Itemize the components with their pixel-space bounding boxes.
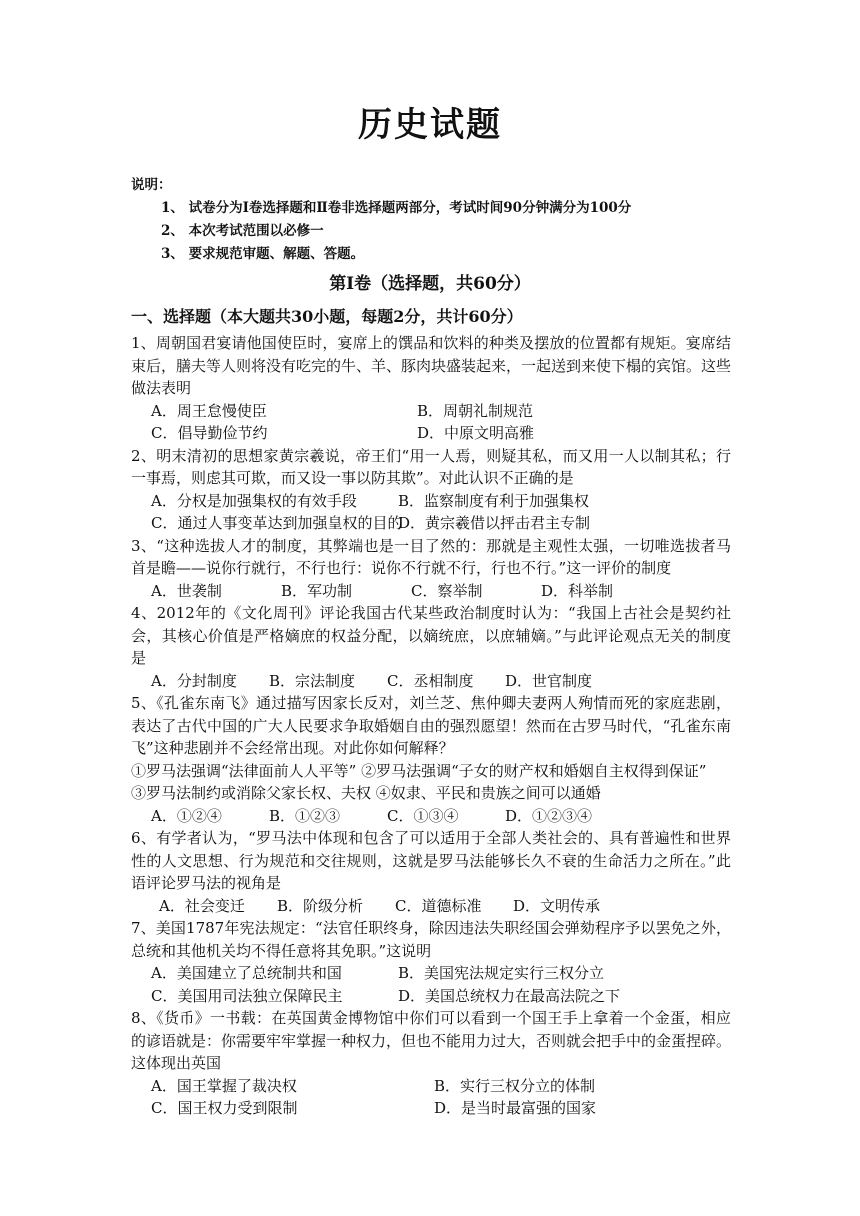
question-options [131,1075,731,1098]
instruction-item: 3、 要求规范审题、解题、答题。 [161,246,365,262]
question-stem: 1、周朝国君宴请他国使臣时，宴席上的馔品和饮料的种类及摆放的位置都有规矩。宴席结束后，膳夫等人则将没有吃完的牛、羊、豚肉块盛装起来，一起送到来使下榻的宾馆。这些做法表明 [131,334,732,397]
option-b: B．周朝礼制规范 [417,401,534,420]
question-options [131,962,731,985]
instructions-heading: 说明： [131,177,172,193]
instruction-item: 1、 试卷分为Ⅰ卷选择题和Ⅱ卷非选择题两部分，考试时间90分钟满分为100分 [161,200,632,216]
option-c: C．①③④ [387,806,459,825]
question-options [131,422,731,445]
option-d: D．①②③④ [505,806,593,825]
question-stem: 3、“这种选拔人才的制度，其弊端也是一目了然的：那就是主观性太强，一切唯选拔者马首是瞻——说你行就行，不行也行：说你不行就不行，行也不行。”这一评价的制度 [131,536,731,577]
option-a: A．美国建立了总统制共和国 [151,964,342,982]
question-options [131,512,731,535]
question-options [131,1097,731,1120]
question-list [131,332,731,1120]
question-6 [131,827,731,917]
question-options [131,805,731,828]
question-stem: 8、《货币》一书载：在英国黄金博物馆中你们可以看到一个国王手上拿着一个金蛋，相应的谚语就是：你需要牢牢掌握一种权力，但也不能用力过大，否则就会把手中的金蛋捏碎。这体现出英国 [131,1009,732,1072]
option-c: C．倡导勤俭节约 [151,424,268,442]
question-7 [131,917,731,1007]
question-options [131,895,731,918]
option-a: A．周王怠慢使臣 [151,401,267,420]
option-c: C．道德标准 [395,896,482,915]
option-b: B．美国宪法规定实行三权分立 [398,964,605,982]
option-a: A．社会变迁 [159,896,245,915]
option-d: D．中原文明高雅 [417,424,535,442]
question-stem: 7、美国1787年宪法规定：“法官任职终身，除因违法失职经国会弹劾程序予以罢免之外，总统和其他机关均不得任意将其免职。”这说明 [131,919,731,960]
option-c: C．丞相制度 [387,671,474,690]
option-d: D．文明传承 [513,896,601,915]
option-c: C．国王权力受到限制 [151,1099,298,1117]
question-options [131,490,731,513]
option-b: B．实行三权分立的体制 [434,1076,596,1095]
option-b: B．军功制 [281,581,353,600]
option-b: B．宗法制度 [269,671,356,690]
question-stem: 4、2012年的《文化周刊》评论我国古代某些政治制度时认为：“我国上古社会是契约社会，其核心价值是严格嫡庶的权益分配，以嫡统庶，以庶辅嫡。”与此评论观点无关的制度是 [131,604,731,667]
question-stem: 2、明末清初的思想家黄宗羲说，帝王们“用一人焉，则疑其私，而又用一人以制其私；行一事焉，则虑其可欺，而又设一事以防其欺”。对此认识不正确的是 [131,446,731,487]
question-options [131,580,731,603]
option-d: D．美国总统权力在最高法院之下 [398,986,621,1005]
question-2 [131,445,731,535]
question-8 [131,1007,731,1120]
question-options [131,670,731,693]
option-a: A．分封制度 [151,671,237,690]
question-4 [131,602,731,692]
option-c: C．察举制 [411,581,483,600]
option-d: D．科举制 [541,581,614,600]
part-title: 第Ⅰ卷（选择题，共60分） [329,274,531,294]
question-3 [131,535,731,603]
question-stem: 6、有学者认为，“罗马法中体现和包含了可以适用于全部人类社会的、具有普遍性和世界性的人文思想、行为规范和交往规则，这就是罗马法能够长久不衰的生命活力之所在。”此语评论罗马法的视角是 [131,829,731,892]
statement-line: ①罗马法强调“法律面前人人平等” ②罗马法强调“子女的财产权和婚姻自主权得到保证” [131,761,707,780]
page-title: 历史试题 [358,105,502,145]
question-stem: 5、《孔雀东南飞》通过描写因家长反对，刘兰芝、焦仲卿夫妻两人殉情而死的家庭悲剧，表达了古代中国的广大人民要求争取婚姻自由的强烈愿望！然而在古罗马时代，“孔雀东南飞”这种悲剧并不会经常出现。对此你如何解释？ [131,694,731,757]
question-options [131,400,731,423]
option-a: A．分权是加强集权的有效手段 [151,491,357,510]
option-b: B．监察制度有利于加强集权 [398,491,590,510]
option-c: C．美国用司法独立保障民主 [151,986,343,1005]
option-b: B．阶级分析 [277,896,364,915]
question-5 [131,692,731,827]
statement-line: ③罗马法制约或消除父家长权、夫权 ④奴隶、平民和贵族之间可以通婚 [131,784,601,802]
option-a: A．国王掌握了裁决权 [151,1076,297,1095]
option-d: D．黄宗羲借以抨击君主专制 [398,514,591,532]
option-d: D．世官制度 [505,671,593,690]
instructions [131,174,751,266]
option-b: B．①②③ [269,806,341,825]
option-d: D．是当时最富强的国家 [434,1099,597,1117]
option-a: A．①②④ [151,806,222,825]
option-c: C．通过人事变革达到加强皇权的目的 [151,514,403,532]
question-options [131,985,731,1008]
instruction-item: 2、 本次考试范围以必修一 [161,223,324,239]
question-1 [131,332,731,445]
option-a: A．世袭制 [151,581,222,600]
section-title: 一、选择题（本大题共30小题，每题2分，共计60分） [131,307,523,326]
